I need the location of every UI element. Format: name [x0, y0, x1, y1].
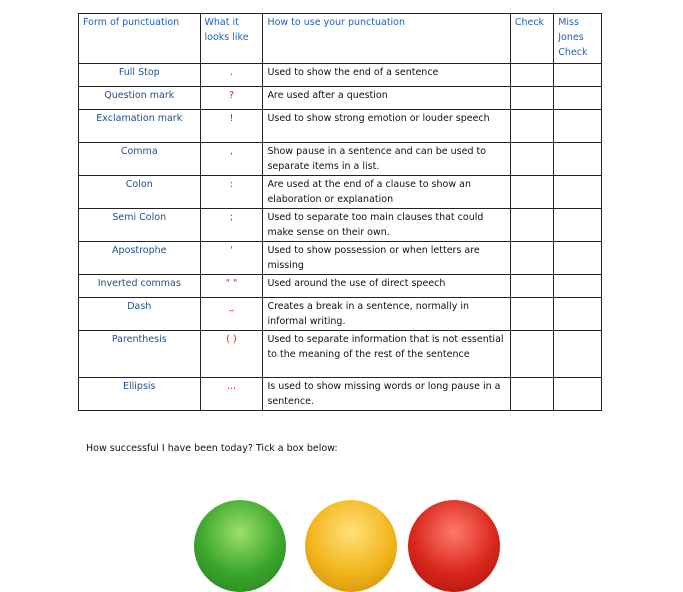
form-cell: Question mark	[79, 87, 201, 110]
use-cell: Used to separate information that is not essential to the meaning of the rest of the sentence	[263, 331, 510, 378]
header-miss-jones-check: Miss Jones Check	[554, 14, 602, 64]
table-row	[79, 87, 602, 110]
check-box-cell[interactable]	[510, 378, 553, 411]
form-cell: Ellipsis	[79, 378, 201, 411]
form-cell: Full Stop	[79, 64, 201, 87]
header-use: How to use your punctuation	[263, 14, 510, 64]
check-box-cell[interactable]	[510, 176, 553, 209]
table-row	[79, 242, 602, 275]
form-cell: Semi Colon	[79, 209, 201, 242]
table-row	[79, 378, 602, 411]
table-row	[79, 331, 602, 378]
check-box-cell[interactable]	[510, 64, 553, 87]
form-cell: Comma	[79, 143, 201, 176]
symbol-cell: ...	[200, 378, 263, 411]
red-traffic-light-option[interactable]	[408, 500, 500, 592]
header-form: Form of punctuation	[79, 14, 201, 64]
header-looks: What it looks like	[200, 14, 263, 64]
check-box-cell[interactable]	[510, 242, 553, 275]
table-row	[79, 64, 602, 87]
form-cell: Dash	[79, 298, 201, 331]
self-assessment-question: How successful I have been today? Tick a box below:	[86, 443, 338, 454]
teacher-check-box-cell[interactable]	[554, 275, 602, 298]
teacher-check-box-cell[interactable]	[554, 143, 602, 176]
symbol-cell: ;	[200, 209, 263, 242]
check-box-cell[interactable]	[510, 275, 553, 298]
symbol-cell: !	[200, 110, 263, 143]
use-cell: Creates a break in a sentence, normally in informal writing.	[263, 298, 510, 331]
form-cell: Apostrophe	[79, 242, 201, 275]
teacher-check-box-cell[interactable]	[554, 378, 602, 411]
use-cell: Show pause in a sentence and can be used to separate items in a list.	[263, 143, 510, 176]
use-cell: Used to show strong emotion or louder speech	[263, 110, 510, 143]
table-row	[79, 298, 602, 331]
check-box-cell[interactable]	[510, 209, 553, 242]
table-row	[79, 209, 602, 242]
form-cell: Inverted commas	[79, 275, 201, 298]
use-cell: Used to show the end of a sentence	[263, 64, 510, 87]
form-cell: Parenthesis	[79, 331, 201, 378]
yellow-traffic-light-option[interactable]	[305, 500, 397, 592]
form-cell: Colon	[79, 176, 201, 209]
symbol-cell: .	[200, 64, 263, 87]
use-cell: Used to separate too main clauses that could make sense on their own.	[263, 209, 510, 242]
check-box-cell[interactable]	[510, 110, 553, 143]
table-header-row	[79, 14, 602, 64]
teacher-check-box-cell[interactable]	[554, 110, 602, 143]
check-box-cell[interactable]	[510, 298, 553, 331]
teacher-check-box-cell[interactable]	[554, 298, 602, 331]
check-box-cell[interactable]	[510, 143, 553, 176]
header-check: Check	[510, 14, 553, 64]
symbol-cell: " "	[200, 275, 263, 298]
symbol-cell: '	[200, 242, 263, 275]
teacher-check-box-cell[interactable]	[554, 87, 602, 110]
green-traffic-light-option[interactable]	[194, 500, 286, 592]
teacher-check-box-cell[interactable]	[554, 64, 602, 87]
use-cell: Is used to show missing words or long pause in a sentence.	[263, 378, 510, 411]
use-cell: Used around the use of direct speech	[263, 275, 510, 298]
teacher-check-box-cell[interactable]	[554, 209, 602, 242]
use-cell: Used to show possession or when letters are missing	[263, 242, 510, 275]
teacher-check-box-cell[interactable]	[554, 176, 602, 209]
use-cell: Are used after a question	[263, 87, 510, 110]
check-box-cell[interactable]	[510, 331, 553, 378]
table-row	[79, 275, 602, 298]
teacher-check-box-cell[interactable]	[554, 331, 602, 378]
symbol-cell: ?	[200, 87, 263, 110]
table-row	[79, 110, 602, 143]
form-cell: Exclamation mark	[79, 110, 201, 143]
punctuation-table	[78, 13, 602, 411]
symbol-cell: _	[200, 298, 263, 331]
use-cell: Are used at the end of a clause to show an elaboration or explanation	[263, 176, 510, 209]
symbol-cell: :	[200, 176, 263, 209]
check-box-cell[interactable]	[510, 87, 553, 110]
table-row	[79, 143, 602, 176]
teacher-check-box-cell[interactable]	[554, 242, 602, 275]
table-row	[79, 176, 602, 209]
symbol-cell: ( )	[200, 331, 263, 378]
symbol-cell: ,	[200, 143, 263, 176]
